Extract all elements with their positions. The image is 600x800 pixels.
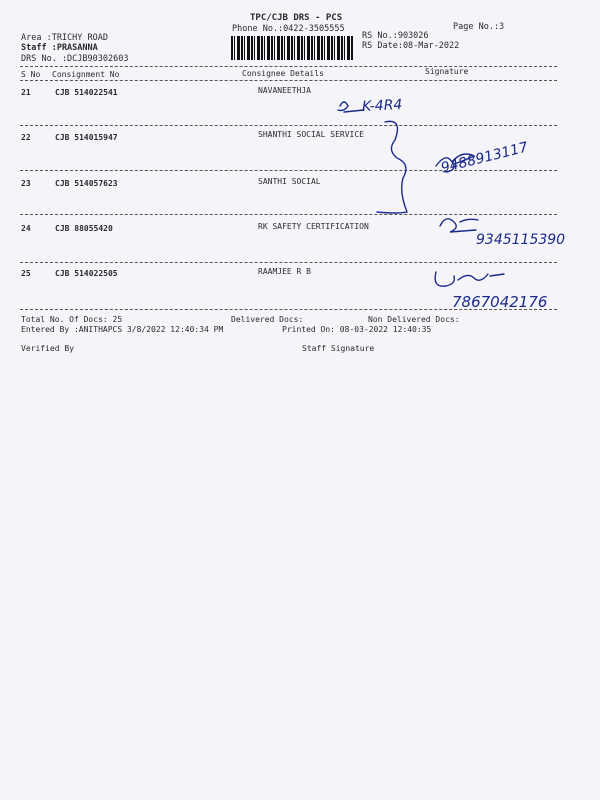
column-consignment: Consignment No — [52, 70, 120, 79]
row-sno: 24 — [21, 224, 31, 233]
row-consignment: CJB 514015947 — [55, 133, 118, 142]
staff-signature: Staff Signature — [302, 344, 375, 353]
row-sno: 21 — [21, 88, 31, 97]
row-consignment: CJB 514057623 — [55, 179, 118, 188]
handwritten-note: K-4R4 — [361, 96, 403, 116]
row-sno: 25 — [21, 269, 31, 278]
column-sno: S No — [21, 70, 41, 79]
row-consignee: SANTHI SOCIAL — [258, 177, 321, 186]
row-consignee: RK SAFETY CERTIFICATION — [258, 222, 369, 231]
row-consignee: NAVANEETHJA — [258, 86, 311, 95]
total-docs: Total No. Of Docs: 25 — [21, 315, 123, 324]
entered-by: Entered By :ANITHAPCS 3/8/2022 12:40:34 PM — [21, 325, 224, 334]
verified-by: Verified By — [21, 344, 74, 353]
signature-scribble — [0, 0, 600, 330]
printed-on: Printed On: 08-03-2022 12:40:35 — [282, 325, 432, 334]
row-consignment: CJB 514022505 — [55, 269, 118, 278]
row-consignment: CJB 88055420 — [55, 224, 113, 233]
non-delivered-docs: Non Delivered Docs: — [368, 315, 460, 324]
handwritten-phone: 7867042176 — [452, 293, 548, 311]
row-consignee: SHANTHI SOCIAL SERVICE — [258, 130, 364, 139]
column-consignee: Consignee Details — [242, 69, 324, 78]
staff-label: Staff :PRASANNA — [21, 43, 98, 53]
document-title: TPC/CJB DRS - PCS — [250, 13, 343, 23]
row-sno: 22 — [21, 133, 31, 142]
row-sno: 23 — [21, 179, 31, 188]
rs-number: RS No.:903026 — [362, 31, 429, 41]
phone-number: Phone No.:0422-3505555 — [232, 24, 345, 34]
handwritten-phone: 9345115390 — [476, 232, 566, 248]
rs-date: RS Date:08-Mar-2022 — [362, 41, 460, 51]
delivered-docs: Delivered Docs: — [231, 315, 304, 324]
page-number: Page No.:3 — [453, 22, 505, 32]
column-signature: Signature — [425, 67, 469, 76]
handwritten-phone: 9488913117 — [439, 139, 530, 177]
row-consignee: RAAMJEE R B — [258, 267, 311, 276]
drs-number: DRS No. :DCJB90302603 — [21, 54, 129, 64]
row-consignment: CJB 514022541 — [55, 88, 118, 97]
area-label: Area :TRICHY ROAD — [21, 33, 108, 43]
